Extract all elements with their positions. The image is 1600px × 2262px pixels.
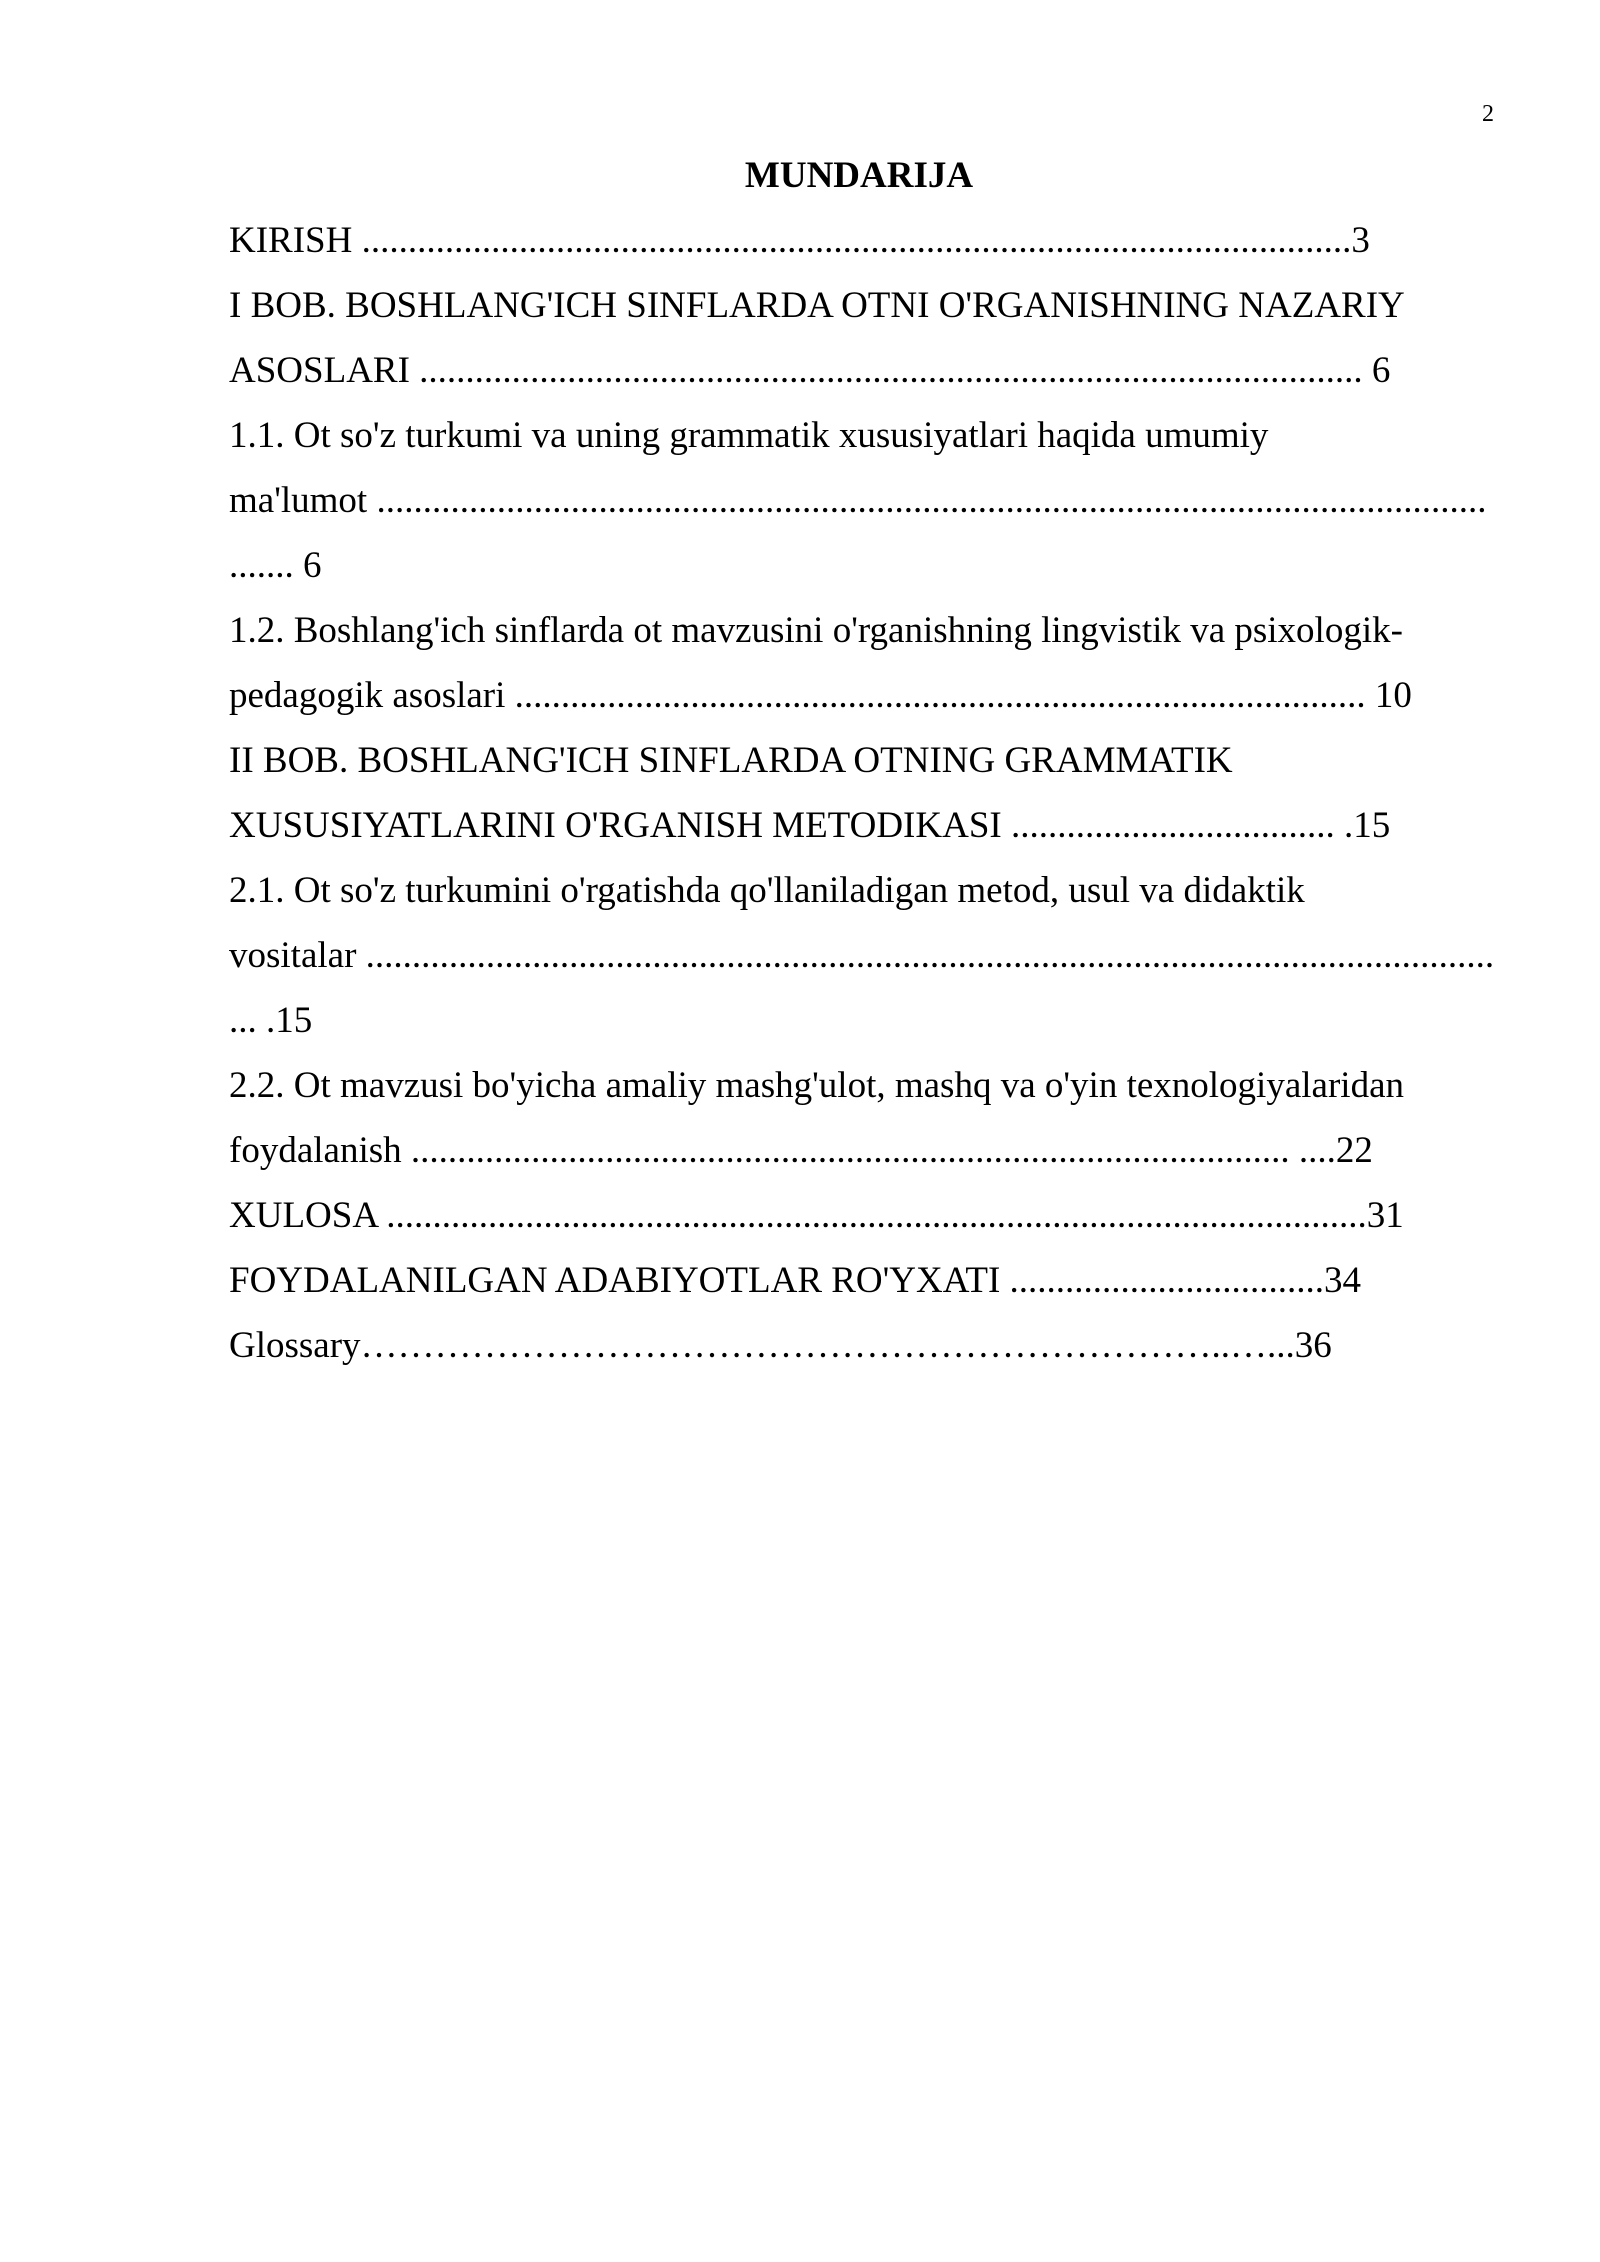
toc-line-chapter-1-cont: ASOSLARI ...................................................................................................... 6 <box>229 350 1391 391</box>
toc-line-section-1-2: 1.2. Boshlang'ich sinflarda ot mavzusini o'rganishning lingvistik va psixologik- <box>229 610 1403 651</box>
toc-line-section-2-1: 2.1. Ot so'z turkumini o'rgatishda qo'llaniladigan metod, usul va didaktik <box>229 870 1305 911</box>
toc-line-section-2-2-cont: foydalanish ............................................................................................... ....22 <box>229 1130 1373 1171</box>
toc-line-glossary: Glossary……………………………………………………………..…...36 <box>229 1325 1332 1366</box>
toc-line-chapter-2: II BOB. BOSHLANG'ICH SINFLARDA OTNING GRAMMATIK <box>229 740 1233 781</box>
table-of-contents <box>229 217 1519 1387</box>
toc-line-references: FOYDALANILGAN ADABIYOTLAR RO'YXATI ..................................34 <box>229 1260 1362 1301</box>
toc-line-section-1-1-page: ....... 6 <box>229 545 322 586</box>
toc-line-xulosa: XULOSA ..........................................................................................................31 <box>229 1195 1404 1236</box>
toc-line-section-1-1: 1.1. Ot so'z turkumi va uning grammatik xususiyatlari haqida umumiy <box>229 415 1269 456</box>
toc-title: MUNDARIJA <box>744 155 974 196</box>
toc-line-section-1-2-cont: pedagogik asoslari ............................................................................................ 10 <box>229 675 1412 716</box>
toc-line-section-1-1-cont: ma'lumot ........................................................................................................................ <box>229 480 1487 521</box>
page-number: 2 <box>1482 101 1494 127</box>
toc-line-section-2-2: 2.2. Ot mavzusi bo'yicha amaliy mashg'ulot, mashq va o'yin texnologiyalaridan <box>229 1065 1404 1106</box>
toc-line-chapter-1: I BOB. BOSHLANG'ICH SINFLARDA OTNI O'RGANISHNING NAZARIY <box>229 285 1405 326</box>
toc-line-chapter-2-cont: XUSUSIYATLARINI O'RGANISH METODIKASI ................................... .15 <box>229 805 1391 846</box>
toc-line-section-2-1-page: ... .15 <box>229 1000 313 1041</box>
toc-line-kirish: KIRISH ...........................................................................................................3 <box>229 220 1370 261</box>
toc-line-section-2-1-cont: vositalar .......................................................................................................................... <box>229 935 1495 976</box>
